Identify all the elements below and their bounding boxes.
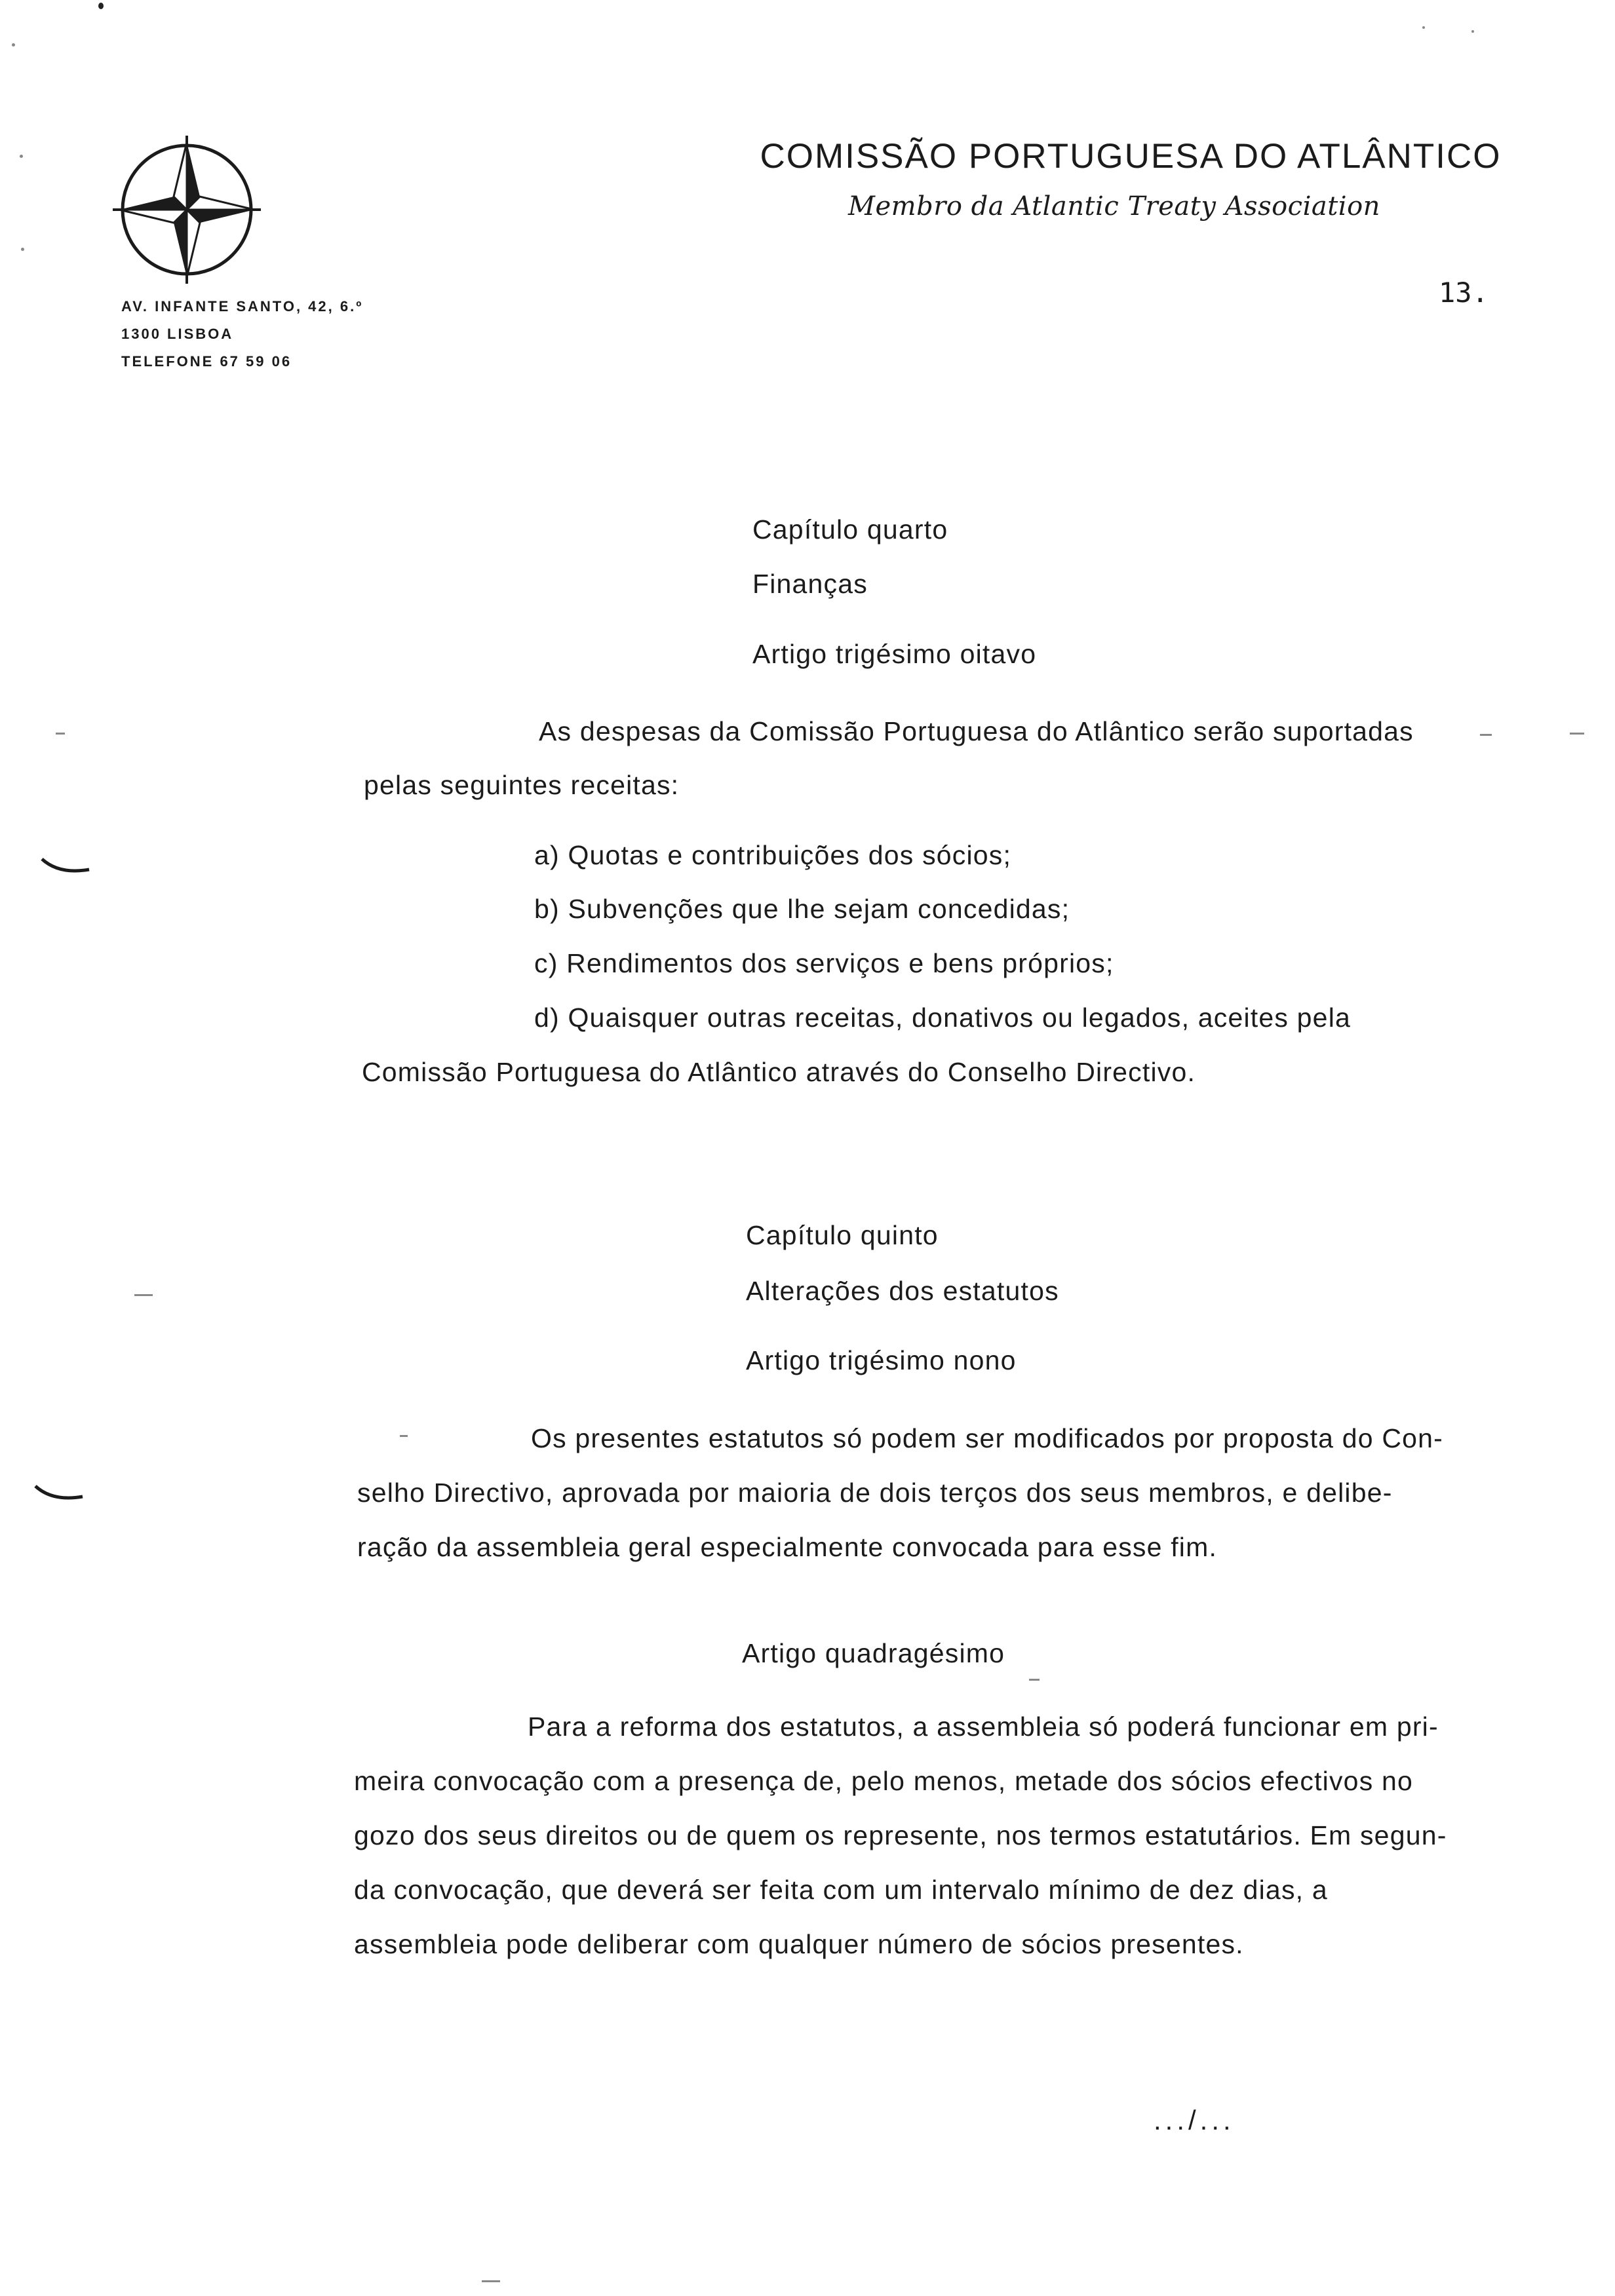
article-38-heading: Artigo trigésimo oitavo bbox=[752, 639, 1037, 669]
scan-speck bbox=[20, 155, 23, 158]
article-39-line-2: selho Directivo, aprovada por maioria de dois terços dos seus membros, e delibe- bbox=[357, 1478, 1393, 1508]
chapter-4-heading: Capítulo quarto bbox=[752, 514, 948, 545]
scan-speck bbox=[1029, 1679, 1040, 1681]
address-line-3: TELEFONE 67 59 06 bbox=[121, 353, 292, 370]
article-40-line-3: gozo dos seus direitos ou de quem os represente, nos termos estatutários. Em segun- bbox=[354, 1820, 1447, 1850]
organization-name: COMISSÃO PORTUGUESA DO ATLÂNTICO bbox=[760, 137, 1502, 176]
scan-speck bbox=[56, 733, 65, 735]
scan-speck bbox=[1570, 733, 1584, 735]
article-38-item-d-line-1: d) Quaisquer outras receitas, donativos ou legados, aceites pela bbox=[534, 1003, 1352, 1033]
scan-speck bbox=[400, 1435, 408, 1437]
chapter-5-heading: Capítulo quinto bbox=[746, 1220, 939, 1250]
chapter-4-title: Finanças bbox=[752, 569, 868, 599]
chapter-5-title: Alterações dos estatutos bbox=[746, 1276, 1059, 1306]
article-39-heading: Artigo trigésimo nono bbox=[746, 1345, 1017, 1375]
address-line-2: 1300 LISBOA bbox=[121, 326, 234, 342]
scan-speck bbox=[482, 2280, 500, 2282]
article-38-intro-line-2: pelas seguintes receitas: bbox=[364, 770, 680, 800]
organization-subtitle: Membro da Atlantic Treaty Association bbox=[848, 191, 1380, 221]
article-40-heading: Artigo quadragésimo bbox=[742, 1638, 1005, 1668]
scan-speck bbox=[134, 1294, 153, 1296]
article-40-line-5: assembleia pode deliberar com qualquer número de sócios presentes. bbox=[354, 1929, 1244, 1959]
article-39-line-1: Os presentes estatutos só podem ser modificados por proposta do Con- bbox=[531, 1423, 1444, 1453]
article-38-item-a: a) Quotas e contribuições dos sócios; bbox=[534, 840, 1012, 870]
scan-speck bbox=[1480, 734, 1492, 736]
article-38-item-c: c) Rendimentos dos serviços e bens próprios; bbox=[534, 948, 1114, 978]
article-40-line-2: meira convocação com a presença de, pelo menos, metade dos sócios efectivos no bbox=[354, 1766, 1413, 1796]
continuation-mark: .../... bbox=[1154, 2105, 1235, 2135]
scan-speck bbox=[12, 43, 15, 47]
nato-compass-rose-icon bbox=[111, 134, 262, 285]
scan-speck bbox=[21, 248, 24, 251]
scan-mark bbox=[39, 855, 92, 881]
article-38-item-b: b) Subvenções que lhe sejam concedidas; bbox=[534, 894, 1070, 924]
article-39-line-3: ração da assembleia geral especialmente convocada para esse fim. bbox=[357, 1532, 1218, 1562]
page-number: 13. bbox=[1439, 277, 1489, 309]
article-40-line-4: da convocação, que deverá ser feita com um intervalo mínimo de dez dias, a bbox=[354, 1875, 1328, 1905]
address-line-1: AV. INFANTE SANTO, 42, 6.º bbox=[121, 298, 364, 315]
scan-mark bbox=[33, 1482, 85, 1508]
scan-speck bbox=[1471, 30, 1474, 33]
scan-speck bbox=[98, 3, 104, 9]
article-40-line-1: Para a reforma dos estatutos, a assembleia só poderá funcionar em pri- bbox=[528, 1712, 1439, 1742]
article-38-intro-line-1: As despesas da Comissão Portuguesa do Atlântico serão suportadas bbox=[539, 716, 1414, 746]
scan-speck bbox=[1422, 26, 1425, 29]
article-38-item-d-line-2: Comissão Portuguesa do Atlântico através do Conselho Directivo. bbox=[362, 1057, 1196, 1087]
